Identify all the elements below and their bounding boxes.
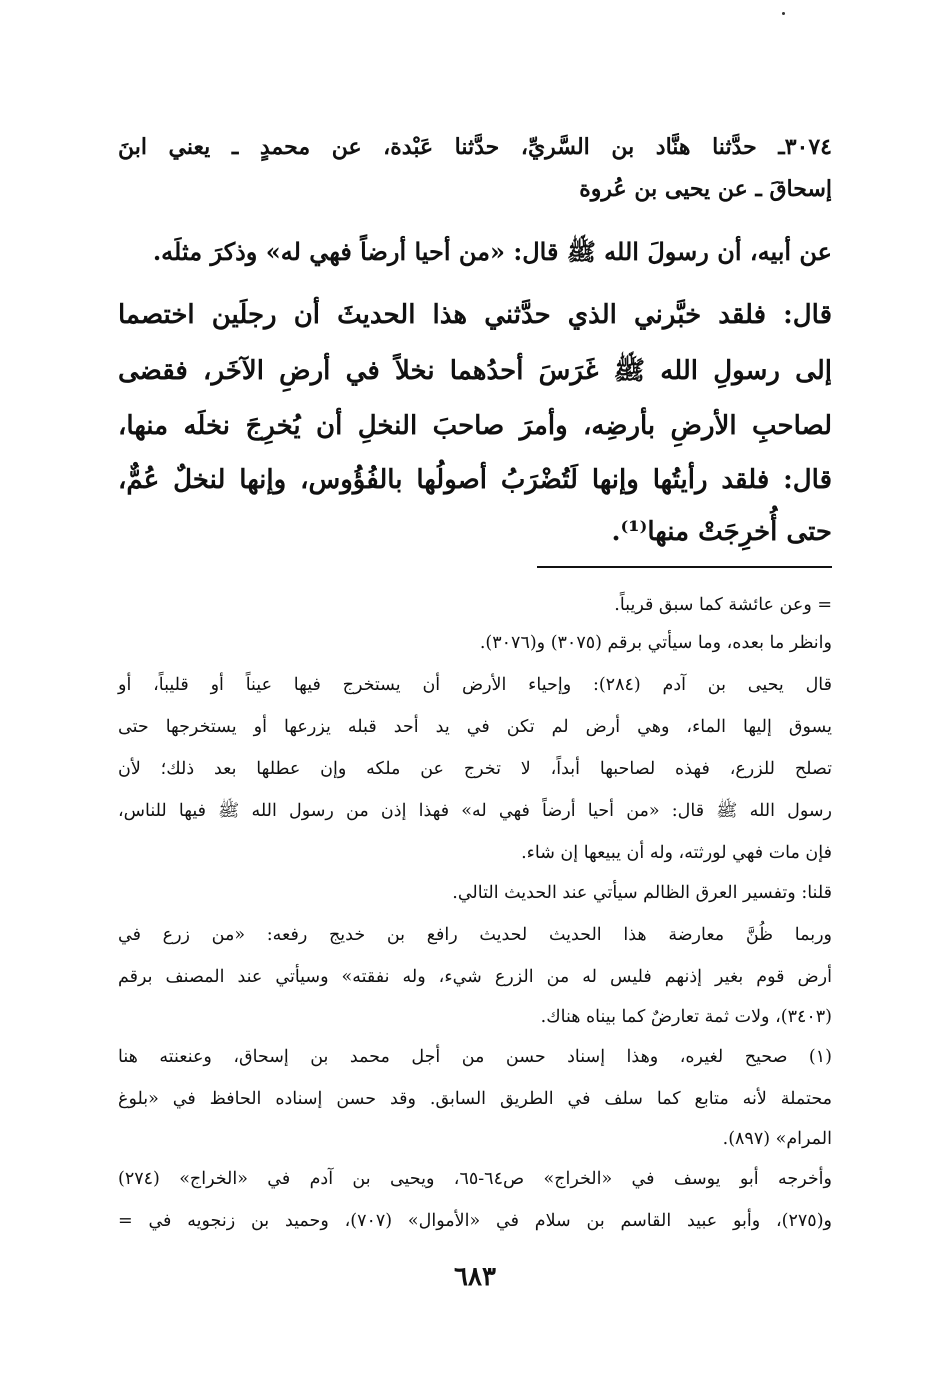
footnote-line-10: أرض قوم بغير إذنهم فليس له من الزرع شيء، وله نفقته» وسيأتي عند المصنف برقم [118,967,832,987]
footnote-line-13: محتملة لأنه متابع كما سلف في الطريق السابق. وقد حسن إسناده الحافظ في «بلوغ [118,1089,832,1109]
footnote-line-1: = وعن عائشة كما سبق قريباً. [614,595,832,615]
footnote-line-14: المرام» (٨٩٧). [722,1129,832,1149]
footnote-line-11: (٣٤٠٣)، ولات ثمة تعارضٌ كما بيناه هناك. [540,1007,832,1027]
footnote-line-6: رسول الله ﷺ قال: «من أحيا أرضاً فهي له» فهذا إذن من رسول الله ﷺ فيها للناس، [118,801,832,821]
footnote-line-12: (١) صحيح لغيره، وهذا إسناد حسن من أجل محمد بن إسحاق، وعنعنته هنا [118,1047,832,1067]
footnote-line-7: فإن مات فهي لورثته، وله أن يبيعها إن شاء. [521,843,832,863]
footnote-separator [537,566,832,568]
hadith-body-line-2: إلى رسولِ الله ﷺ غَرَسَ أحدُهما نخلاً في أرضِ الآخَر، فقضى [118,356,832,386]
footnote-line-2: وانظر ما بعده، وما سيأتي برقم (٣٠٧٥) و(٣٠٧٦). [479,633,832,653]
page-number: ٦٨٣ [454,1262,496,1292]
hadith-body-line-5: حتى أُخرِجَتْ منها⁽¹⁾. [611,517,832,547]
footnote-line-8: قلنا: وتفسير العرق الظالم سيأتي عند الحديث التالي. [452,883,832,903]
footnote-line-3: قال يحيى بن آدم (٢٨٤): وإحياء الأرض أن يستخرج فيها عيناً أو قليباً، أو [118,675,832,695]
footnote-line-9: وربما ظُنَّ معارضة هذا الحديث لحديث رافع بن خديج رفعه: «من زرع في [118,925,832,945]
hadith-header-line-1: ٣٠٧٤ـ حدَّثنا هنَّاد بن السَّريِّ، حدَّثنا عَبْدة، عن محمدٍ ـ يعني ابنَ [118,134,832,160]
footnote-line-5: تصلح للزرع، فهذه لصاحبها أبداً، لا تخرج عن ملكه وإن عطلها بعد ذلك؛ لأن [118,759,832,779]
hadith-body-line-3: لصاحبِ الأرضِ بأرضِه، وأمرَ صاحبَ النخلِ أن يُخرِجَ نخلَه منها، [118,411,832,441]
hadith-body-line-1: قال: فلقد خبَّرني الذي حدَّثني هذا الحديثَ أن رجلَين اختصما [118,300,832,330]
hadith-chain-line: عن أبيه، أن رسولَ الله ﷺ قال: «من أحيا أرضاً فهي له» وذكرَ مثلَه. [152,237,832,266]
hadith-header-line-2: إسحاقَ ـ عن يحيى بن عُروة [579,176,832,202]
footnote-line-16: و(٢٧٥)، وأبو عبيد القاسم بن سلام في «الأموال» (٧٠٧)، وحميد بن زنجويه في = [118,1211,832,1231]
scan-speck [782,12,785,15]
footnote-line-15: وأخرجه أبو يوسف في «الخراج» ص٦٤-٦٥، ويحيى بن آدم في «الخراج» (٢٧٤) [118,1169,832,1189]
hadith-body-line-4: قال: فلقد رأيتُها وإنها لَتُضْرَبُ أصولُها بالفُؤُوس، وإنها لنخلٌ عُمٌّ، [118,465,832,495]
footnote-line-4: يسوق إليها الماء، وهي أرض لم تكن في يد أحد قبله يزرعها أو يستخرجها حتى [118,717,832,737]
